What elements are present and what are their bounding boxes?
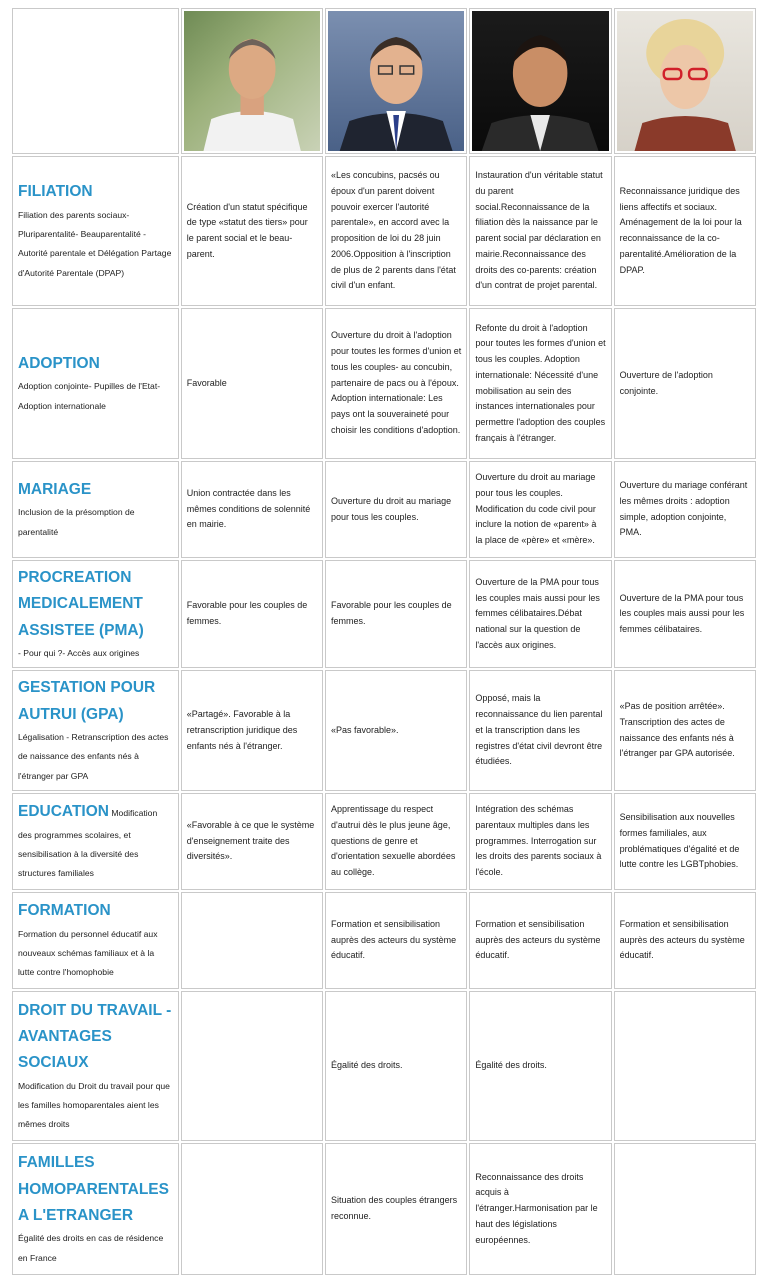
topic-title: MARIAGE bbox=[18, 481, 92, 498]
policy-row bbox=[12, 1143, 756, 1275]
topic-description: - Pour qui ?- Accès aux origines bbox=[18, 648, 140, 659]
position-cell-1: «Partagé». Favorable à la retranscription juridique des enfants nés à l'étranger. bbox=[181, 670, 323, 791]
topic-cell bbox=[12, 793, 179, 890]
portrait-cell bbox=[325, 8, 467, 154]
position-cell-3: Ouverture du droit au mariage pour tous les couples. Modification du code civil pour inclure la notion de «parent» à la place de «père» et «mère». bbox=[469, 461, 611, 558]
topic-title: EDUCATION bbox=[18, 803, 109, 821]
portrait-photo-3 bbox=[472, 11, 608, 151]
position-cell-4: Sensibilisation aux nouvelles formes familiales, aux problématiques d'égalité et de lutte contre les LGBTphobies. bbox=[614, 793, 756, 890]
topic-title: FORMATION bbox=[18, 902, 111, 920]
policy-row bbox=[12, 670, 756, 791]
policy-row bbox=[12, 156, 756, 306]
topic-title: DROIT DU TRAVAIL - AVANTAGES SOCIAUX bbox=[18, 1001, 172, 1072]
topic-cell bbox=[12, 308, 179, 459]
position-cell-3: Instauration d'un véritable statut du parent social.Reconnaissance de la filiation dès la naissance par le parent social par déclaration en mairie.Reconnaissance des droits des co-parents: création d'un contrat de projet parental. bbox=[469, 156, 611, 306]
position-cell-1 bbox=[181, 1143, 323, 1275]
position-cell-1: Union contractée dans les mêmes conditions de solennité en mairie. bbox=[181, 461, 323, 558]
position-cell-1: «Favorable à ce que le système d'enseignement traite des diversités». bbox=[181, 793, 323, 890]
topic-description: Légalisation - Retranscription des actes de naissance des enfants nés à l'étranger par GPA bbox=[18, 732, 169, 781]
comparison-table bbox=[10, 6, 758, 1277]
portrait-cell bbox=[469, 8, 611, 154]
portrait-cell bbox=[181, 8, 323, 154]
policy-row bbox=[12, 308, 756, 459]
position-cell-2: Formation et sensibilisation auprès des acteurs du système éducatif. bbox=[325, 892, 467, 989]
position-cell-4: Ouverture du mariage conférant les mêmes droits : adoption simple, adoption conjointe, PMA. bbox=[614, 461, 756, 558]
position-cell-3: Opposé, mais la reconnaissance du lien parental et la transcription dans les registres d'état civil devront être étudiées. bbox=[469, 670, 611, 791]
position-cell-2: Égalité des droits. bbox=[325, 991, 467, 1141]
topic-description: Inclusion de la présomption de parentalité bbox=[18, 507, 135, 537]
position-cell-2: Apprentissage du respect d'autrui dès le plus jeune âge, questions de genre et d'orientation sexuelle abordées au collège. bbox=[325, 793, 467, 890]
header-row bbox=[12, 8, 756, 154]
position-cell-4: Ouverture de la PMA pour tous les couples mais aussi pour les femmes célibataires. bbox=[614, 560, 756, 668]
policy-row bbox=[12, 560, 756, 668]
position-cell-4: Reconnaissance juridique des liens affectifs et sociaux. Aménagement de la loi pour la reconnaissance de la co-parentalité.Amélioration de la DPAP. bbox=[614, 156, 756, 306]
topic-cell bbox=[12, 670, 179, 791]
position-cell-3: Intégration des schémas parentaux multiples dans les programmes. Interrogation sur les droits des parents sociaux à l'école. bbox=[469, 793, 611, 890]
position-cell-4: Formation et sensibilisation auprès des acteurs du système éducatif. bbox=[614, 892, 756, 989]
empty-corner-cell bbox=[12, 8, 179, 154]
topic-cell bbox=[12, 461, 179, 558]
position-cell-1: Création d'un statut spécifique de type «statut des tiers» pour le parent social et le beau-parent. bbox=[181, 156, 323, 306]
topic-description: Filiation des parents sociaux- Pluriparentalité- Beauparentalité - Autorité parentale et Délégation Partage d'Autorité Parentale (DPAP) bbox=[18, 209, 172, 278]
topic-description: Adoption conjointe- Pupilles de l'Etat- Adoption internationale bbox=[18, 381, 161, 411]
position-cell-3: Ouverture de la PMA pour tous les couples mais aussi pour les femmes célibataires.Débat national sur la question de l'accès aux origines. bbox=[469, 560, 611, 668]
position-cell-3: Reconnaissance des droits acquis à l'étranger.Harmonisation par le haut des législations européennes. bbox=[469, 1143, 611, 1275]
policy-row bbox=[12, 793, 756, 890]
portrait-photo-4 bbox=[617, 11, 753, 151]
topic-cell bbox=[12, 560, 179, 668]
topic-description: Modification du Droit du travail pour que les familles homoparentales aient les mêmes droits bbox=[18, 1080, 170, 1130]
position-cell-4 bbox=[614, 1143, 756, 1275]
topic-cell bbox=[12, 991, 179, 1141]
topic-title: FAMILLES HOMOPARENTALES A L'ETRANGER bbox=[18, 1154, 169, 1224]
position-cell-1 bbox=[181, 892, 323, 989]
position-cell-2: Situation des couples étrangers reconnue. bbox=[325, 1143, 467, 1275]
topic-description: Formation du personnel éducatif aux nouveaux schémas familiaux et à la lutte contre l'homophobie bbox=[18, 928, 158, 978]
topic-title: GESTATION POUR AUTRUI (GPA) bbox=[18, 679, 156, 723]
position-cell-4 bbox=[614, 991, 756, 1141]
topic-title: PROCREATION MEDICALEMENT ASSISTEE (PMA) bbox=[18, 569, 144, 639]
portrait-cell bbox=[614, 8, 756, 154]
topic-description: Modification des programmes scolaires, et sensibilisation à la diversité des structures familiales bbox=[18, 808, 158, 879]
position-cell-2: Favorable pour les couples de femmes. bbox=[325, 560, 467, 668]
topic-title: FILIATION bbox=[18, 183, 93, 201]
policy-row bbox=[12, 461, 756, 558]
position-cell-4: Ouverture de l'adoption conjointe. bbox=[614, 308, 756, 459]
topic-description: Égalité des droits en cas de résidence en France bbox=[18, 1233, 164, 1263]
topic-cell bbox=[12, 892, 179, 989]
position-cell-3: Égalité des droits. bbox=[469, 991, 611, 1141]
position-cell-2: «Pas favorable». bbox=[325, 670, 467, 791]
position-cell-1: Favorable pour les couples de femmes. bbox=[181, 560, 323, 668]
position-cell-3: Refonte du droit à l'adoption pour toutes les formes d'union et tous les couples. Adoption internationale: Nécessité d'une mobilisation au sein des instances internationales pour permettre l'adoption des couples français à l'étranger. bbox=[469, 308, 611, 459]
topic-title: ADOPTION bbox=[18, 355, 100, 372]
portrait-photo-2 bbox=[328, 11, 464, 151]
position-cell-2: Ouverture du droit à l'adoption pour toutes les formes d'union et tous les couples- au concubin, partenaire de pacs ou à l'époux. Adoption internationale: Les pays ont la souveraineté pour choisir les conditions d'adoption. bbox=[325, 308, 467, 459]
position-cell-1 bbox=[181, 991, 323, 1141]
policy-row bbox=[12, 892, 756, 989]
position-cell-1: Favorable bbox=[181, 308, 323, 459]
position-cell-2: «Les concubins, pacsés ou époux d'un parent doivent pouvoir exercer l'autorité parentale», en accord avec la proposition de loi du 28 juin 2006.Opposition à l'inscription de plus de 2 parents dans l'état civil d'un enfant. bbox=[325, 156, 467, 306]
position-cell-3: Formation et sensibilisation auprès des acteurs du système éducatif. bbox=[469, 892, 611, 989]
position-cell-4: «Pas de position arrêtée». Transcription des actes de naissance des enfants nés à l'étranger par GPA autorisée. bbox=[614, 670, 756, 791]
position-cell-2: Ouverture du droit au mariage pour tous les couples. bbox=[325, 461, 467, 558]
policy-row bbox=[12, 991, 756, 1141]
topic-cell bbox=[12, 1143, 179, 1275]
portrait-photo-1 bbox=[184, 11, 320, 151]
topic-cell bbox=[12, 156, 179, 306]
